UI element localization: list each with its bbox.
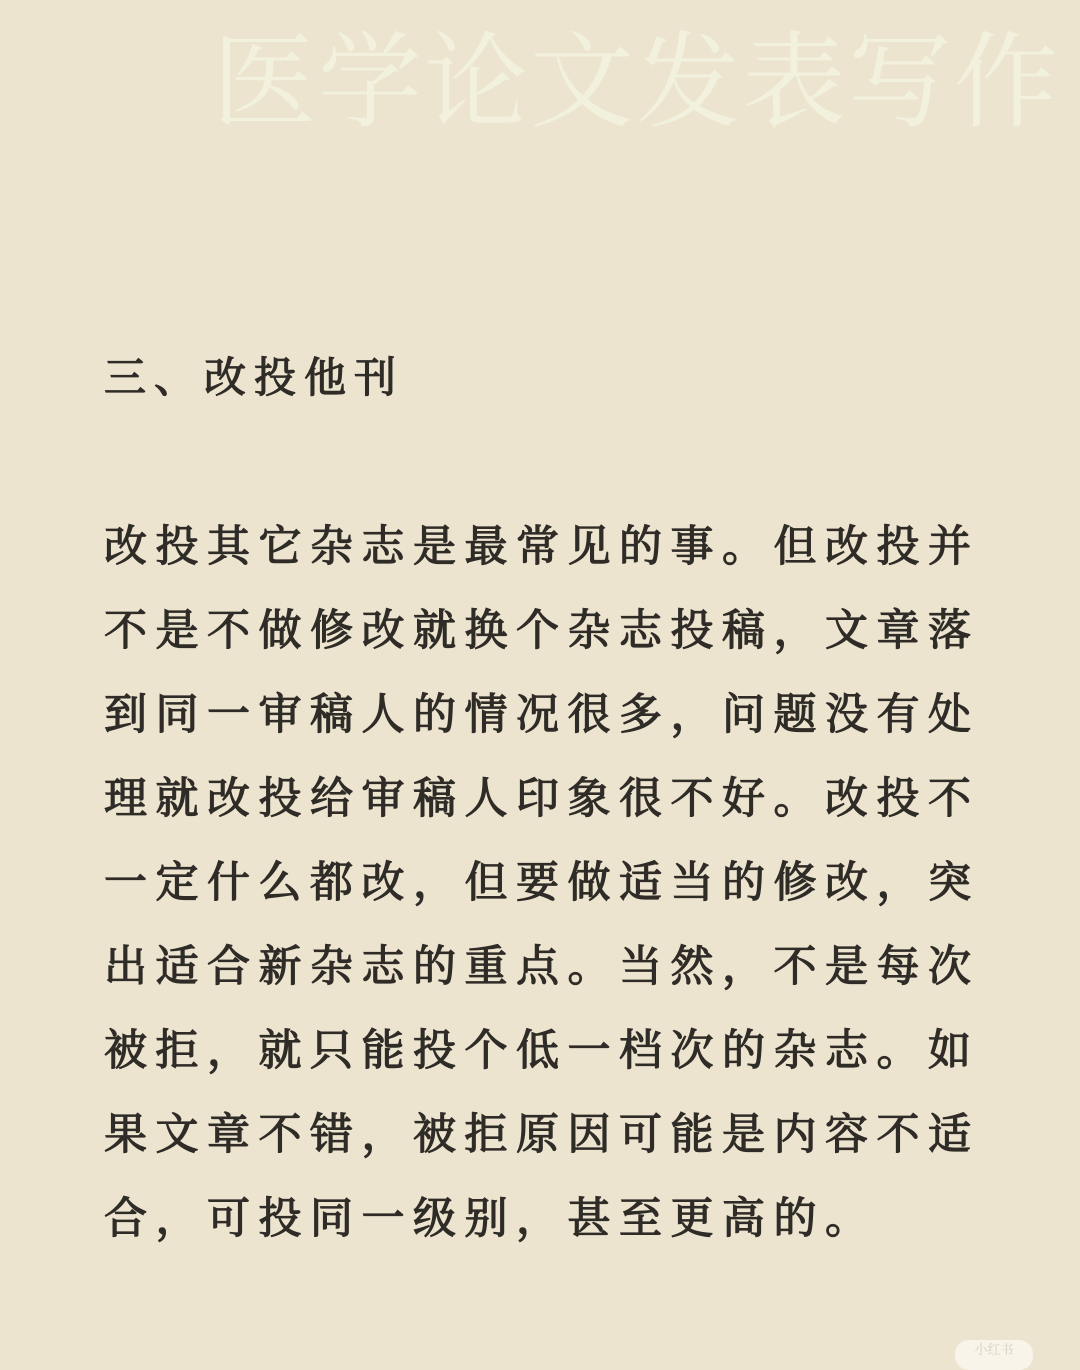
logo-watermark: 小红书 <box>955 1340 1033 1370</box>
body-line: 不是不做修改就换个杂志投稿，文章落 <box>104 606 980 656</box>
body-line: 一定什么都改，但要做适当的修改，突 <box>104 858 980 908</box>
watermark-title: 医学论文发表写作 <box>212 21 1061 143</box>
body-line: 合，可投同一级别，甚至更高的。 <box>104 1194 877 1244</box>
body-line: 理就改投给审稿人印象很不好。改投不 <box>104 774 980 824</box>
section-title: 三、改投他刊 <box>104 353 405 402</box>
body-line: 被拒，就只能投个低一档次的杂志。如 <box>104 1026 980 1076</box>
body-line: 果文章不错，被拒原因可能是内容不适 <box>104 1110 980 1160</box>
body-line: 到同一审稿人的情况很多，问题没有处 <box>104 690 980 740</box>
article-body <box>104 512 984 1268</box>
body-line: 改投其它杂志是最常见的事。但改投并 <box>104 522 980 572</box>
body-line: 出适合新杂志的重点。当然，不是每次 <box>104 942 980 992</box>
